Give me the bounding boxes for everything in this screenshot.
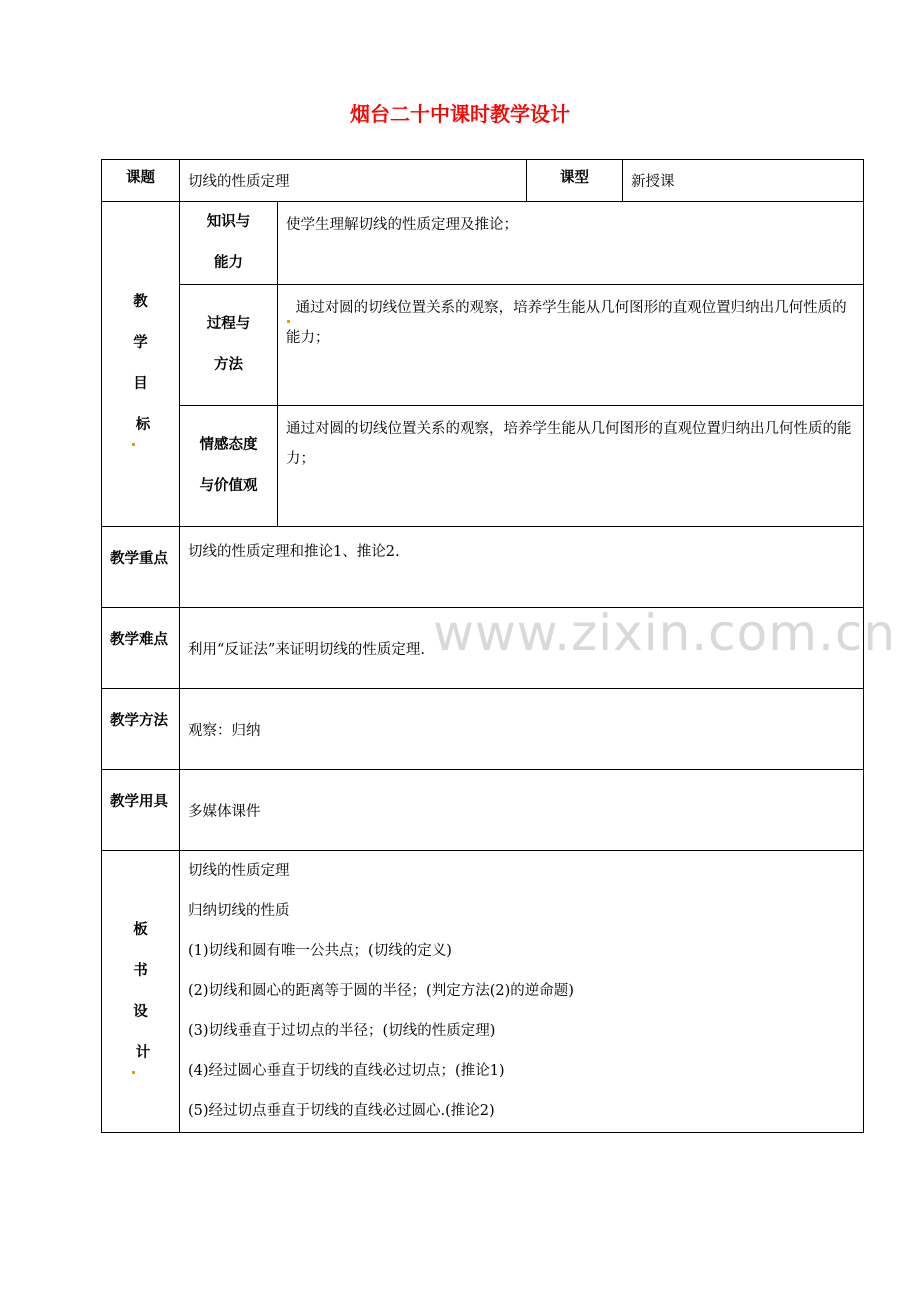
board-design-label: 板 书 设 计 bbox=[102, 851, 180, 1133]
section-label: 教学难点 bbox=[102, 608, 180, 689]
board-design-row bbox=[102, 851, 864, 1133]
objectives-label-char: 目 bbox=[133, 376, 148, 392]
section-label: 教学方法 bbox=[102, 689, 180, 770]
board-line: (4)经过圆心垂直于切线的直线必过切点；(推论1) bbox=[188, 1063, 505, 1079]
topic-label: 课题 bbox=[102, 160, 180, 202]
section-content: 多媒体课件 bbox=[180, 770, 864, 851]
topic-value: 切线的性质定理 bbox=[180, 160, 527, 202]
board-line: (3)切线垂直于过切点的半径；(切线的性质定理) bbox=[188, 1023, 496, 1039]
board-line: (2)切线和圆心的距离等于圆的半径；(判定方法(2)的逆命题) bbox=[188, 983, 574, 999]
objective-content: 使学生理解切线的性质定理及推论； bbox=[278, 202, 864, 285]
board-line: (1)切线和圆有唯一公共点；(切线的定义) bbox=[188, 943, 452, 959]
objective-row-emotion bbox=[102, 406, 864, 527]
objective-label: 过程与 方法 bbox=[180, 285, 278, 406]
objectives-label-char: 教 bbox=[133, 294, 148, 310]
section-label: 教学重点 bbox=[102, 527, 180, 608]
objective-row-knowledge bbox=[102, 202, 864, 285]
objective-label: 情感态度 与价值观 bbox=[180, 406, 278, 527]
objective-label: 知识与 能力 bbox=[180, 202, 278, 285]
lesson-plan-table bbox=[101, 159, 864, 1133]
section-row-difficulties bbox=[102, 608, 864, 689]
objective-content: 通过对圆的切线位置关系的观察，培养学生能从几何图形的直观位置归纳出几何性质的能力； bbox=[278, 285, 864, 406]
objectives-label-char: 学 bbox=[133, 335, 148, 351]
board-line: 归纳切线的性质 bbox=[188, 903, 290, 919]
type-label: 课型 bbox=[527, 160, 623, 202]
objective-row-process bbox=[102, 285, 864, 406]
header-row bbox=[102, 160, 864, 202]
objectives-label bbox=[102, 202, 180, 527]
section-label: 教学用具 bbox=[102, 770, 180, 851]
section-row-key-points bbox=[102, 527, 864, 608]
board-design-content bbox=[180, 851, 864, 1133]
section-content: 观察：归纳 bbox=[180, 689, 864, 770]
type-value: 新授课 bbox=[623, 160, 864, 202]
board-line: 切线的性质定理 bbox=[188, 863, 290, 879]
section-row-methods bbox=[102, 689, 864, 770]
objectives-label-char: 标 bbox=[102, 405, 179, 446]
section-content: 切线的性质定理和推论1、推论2. bbox=[180, 527, 864, 608]
board-line: (5)经过切点垂直于切线的直线必过圆心.(推论2) bbox=[188, 1103, 495, 1119]
section-content: 利用“反证法”来证明切线的性质定理. bbox=[180, 608, 864, 689]
document-title: 烟台二十中课时教学设计 bbox=[350, 102, 570, 126]
objective-content: 通过对圆的切线位置关系的观察，培养学生能从几何图形的直观位置归纳出几何性质的能力； bbox=[278, 406, 864, 527]
section-row-tools bbox=[102, 770, 864, 851]
watermark: www.zixin.com.cn bbox=[433, 604, 897, 662]
